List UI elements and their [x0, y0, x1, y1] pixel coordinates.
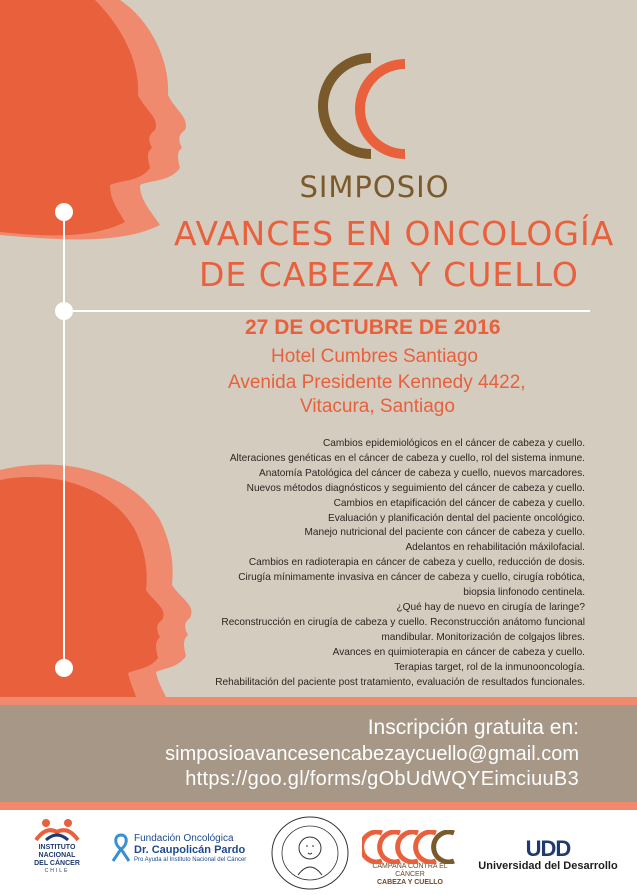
ribbon-icon: [110, 833, 132, 863]
orange-band-bottom: [0, 802, 637, 810]
venue-name: Hotel Cumbres Santiago: [271, 346, 478, 367]
inc-line-3: DEL CÁNCER: [34, 860, 80, 867]
inc-line-1: INSTITUTO: [38, 844, 76, 851]
campana-line-1: CAMPAÑA CONTRA EL CÁNCER: [372, 863, 448, 878]
topic-item: Adelantos en rehabilitación máxilofacial.: [405, 542, 585, 554]
topic-item: ¿Qué hay de nuevo en cirugía de laringe?: [396, 601, 585, 613]
topic-item: Cirugía mínimamente invasiva en cáncer de cabeza y cuello, cirugía robótica, biopsia linfonodo centinela.: [238, 572, 585, 599]
topic-item: Cambios en etapificación del cáncer de cabeza y cuello.: [333, 497, 585, 509]
timeline-dot-mid: [55, 302, 73, 320]
cc-symposium-logo: [309, 50, 409, 165]
inc-figures-icon: [32, 818, 82, 842]
logo-campana-cancer-cabeza-cuello: [360, 830, 460, 887]
topics-list: [185, 437, 585, 690]
registration-url[interactable]: https://goo.gl/forms/gObUdWQYEimciuuB3: [185, 768, 579, 790]
fundacion-line-2: Dr. Caupolicán Pardo: [134, 844, 246, 856]
venue-address: Avenida Presidente Kennedy 4422,: [228, 372, 526, 393]
ccccc-icon: [362, 830, 458, 864]
topic-item: Alteraciones genéticas en el cáncer de cabeza y cuello, rol del sistema inmune.: [229, 452, 585, 464]
simposio-label: SIMPOSIO: [299, 170, 450, 204]
topic-item: Cambios epidemiológicos en el cáncer de cabeza y cuello.: [322, 438, 585, 449]
logo-universidad-del-desarrollo: [478, 838, 618, 873]
logo-instituto-nacional-cancer: [22, 818, 92, 874]
title-line-2: DE CABEZA Y CUELLO: [199, 255, 579, 294]
udd-mark: UDD: [525, 836, 571, 861]
registration-heading: Inscripción gratuita en:: [367, 716, 579, 739]
venue-city: Vitacura, Santiago: [300, 396, 455, 417]
topic-item: Cambios en radioterapia en cáncer de cabeza y cuello, reducción de dosis.: [248, 557, 585, 569]
fundacion-line-3: Pro Ayuda al Instituto Nacional del Cáncer: [134, 857, 247, 863]
title-line-1: AVANCES EN ONCOLOGÍA: [174, 214, 615, 253]
topic-item: Anatomía Patológica del cáncer de cabeza y cuello, nuevos marcadores.: [259, 467, 585, 479]
registration-band: [0, 705, 637, 802]
timeline-dot-bottom: [55, 659, 73, 677]
fundacion-line-1: Fundación Oncológica: [134, 833, 234, 844]
orange-band-top: [0, 697, 637, 705]
logo-fundacion-oncologica: [110, 833, 270, 864]
udd-name: Universidad del Desarrollo: [478, 860, 618, 872]
inc-line-2: NACIONAL: [38, 852, 76, 859]
topic-item: Evaluación y planificación dental del paciente oncológico.: [327, 512, 585, 524]
registration-email[interactable]: simposioavancesencabezaycuello@gmail.com: [165, 743, 579, 765]
topic-item: Terapias target, rol de la inmunooncología.: [394, 661, 585, 673]
timeline-dot-top: [55, 203, 73, 221]
event-date: 27 DE OCTUBRE DE 2016: [245, 316, 501, 339]
topic-item: Nuevos métodos diagnósticos y seguimiento del cáncer de cabeza y cuello.: [246, 482, 585, 494]
topic-item: Avances en quimioterapia en cáncer de cabeza y cuello.: [332, 646, 585, 658]
topic-item: Rehabilitación del paciente post tratamiento, evaluación de resultados funcionales.: [215, 676, 585, 688]
campana-line-2: CABEZA Y CUELLO: [377, 879, 443, 886]
sociedad-chilena-seal: [268, 815, 352, 891]
inc-country: CHILE: [44, 868, 70, 874]
topic-item: Reconstrucción en cirugía de cabeza y cuello. Reconstrucción anátomo funcional mandibular. Monitorización de colgajos libres.: [221, 616, 585, 643]
topic-item: Manejo nutricional del paciente con cáncer de cabeza y cuello.: [304, 527, 585, 539]
